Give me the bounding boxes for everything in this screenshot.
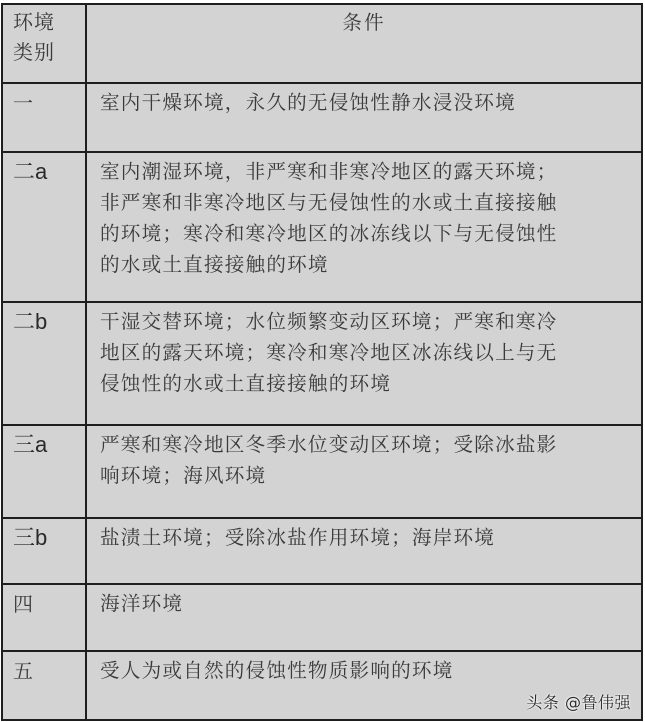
category-cell <box>3 519 87 583</box>
condition-line: 的水或土直接接触的环境 <box>100 253 329 276</box>
category-cell <box>3 652 87 719</box>
condition-line: 受人为或自然的侵蚀性物质影响的环境 <box>100 659 454 682</box>
condition-cell <box>87 519 641 583</box>
category-cell <box>3 426 87 517</box>
condition-line: 盐渍土环境；受除冰盐作用环境；海岸环境 <box>100 526 496 549</box>
condition-line: 侵蚀性的水或土直接接触的环境 <box>100 372 392 395</box>
header-category-line: 类别 <box>13 40 55 64</box>
category-label: 二b <box>13 309 48 334</box>
category-label: 二a <box>13 159 48 184</box>
condition-line: 干湿交替环境；水位频繁变动区环境；严寒和寒冷 <box>100 310 558 333</box>
table-header-row <box>3 5 641 84</box>
table-row <box>3 519 641 585</box>
condition-cell <box>87 84 641 151</box>
condition-line: 的环境；寒冷和寒冷地区的冰冻线以下与无侵蚀性 <box>100 222 558 245</box>
category-label: 三b <box>13 525 48 550</box>
condition-line: 地区的露天环境；寒冷和寒冷地区冰冻线以上与无 <box>100 341 558 364</box>
category-cell <box>3 303 87 424</box>
condition-line: 室内潮湿环境，非严寒和非寒冷地区的露天环境； <box>100 160 558 183</box>
category-label: 五 <box>13 659 33 683</box>
condition-cell <box>87 585 641 650</box>
category-cell <box>3 84 87 151</box>
table-row <box>3 426 641 519</box>
condition-line: 严寒和寒冷地区冬季水位变动区环境；受除冰盐影 <box>100 433 558 456</box>
condition-line: 海洋环境 <box>100 592 184 615</box>
condition-cell <box>87 426 641 517</box>
category-label: 四 <box>13 592 33 616</box>
category-label: 三a <box>13 432 48 457</box>
header-category-cell <box>3 5 87 82</box>
table-row <box>3 303 641 426</box>
condition-line: 非严寒和非寒冷地区与无侵蚀性的水或土直接接触 <box>100 191 558 214</box>
table-row <box>3 153 641 303</box>
header-condition-cell <box>87 5 641 82</box>
category-label: 一 <box>13 91 33 115</box>
condition-line: 响环境；海风环境 <box>100 464 267 487</box>
condition-line: 室内干燥环境，永久的无侵蚀性静水浸没环境 <box>100 91 516 114</box>
header-category-line: 环境 <box>13 10 55 34</box>
environment-category-table <box>1 3 643 721</box>
table-row <box>3 84 641 153</box>
header-condition-label: 条件 <box>342 11 386 34</box>
category-cell <box>3 153 87 301</box>
condition-cell <box>87 153 641 301</box>
category-cell <box>3 585 87 650</box>
table-row <box>3 585 641 652</box>
condition-cell <box>87 303 641 424</box>
watermark: 头条 @鲁伟强 <box>526 693 631 712</box>
